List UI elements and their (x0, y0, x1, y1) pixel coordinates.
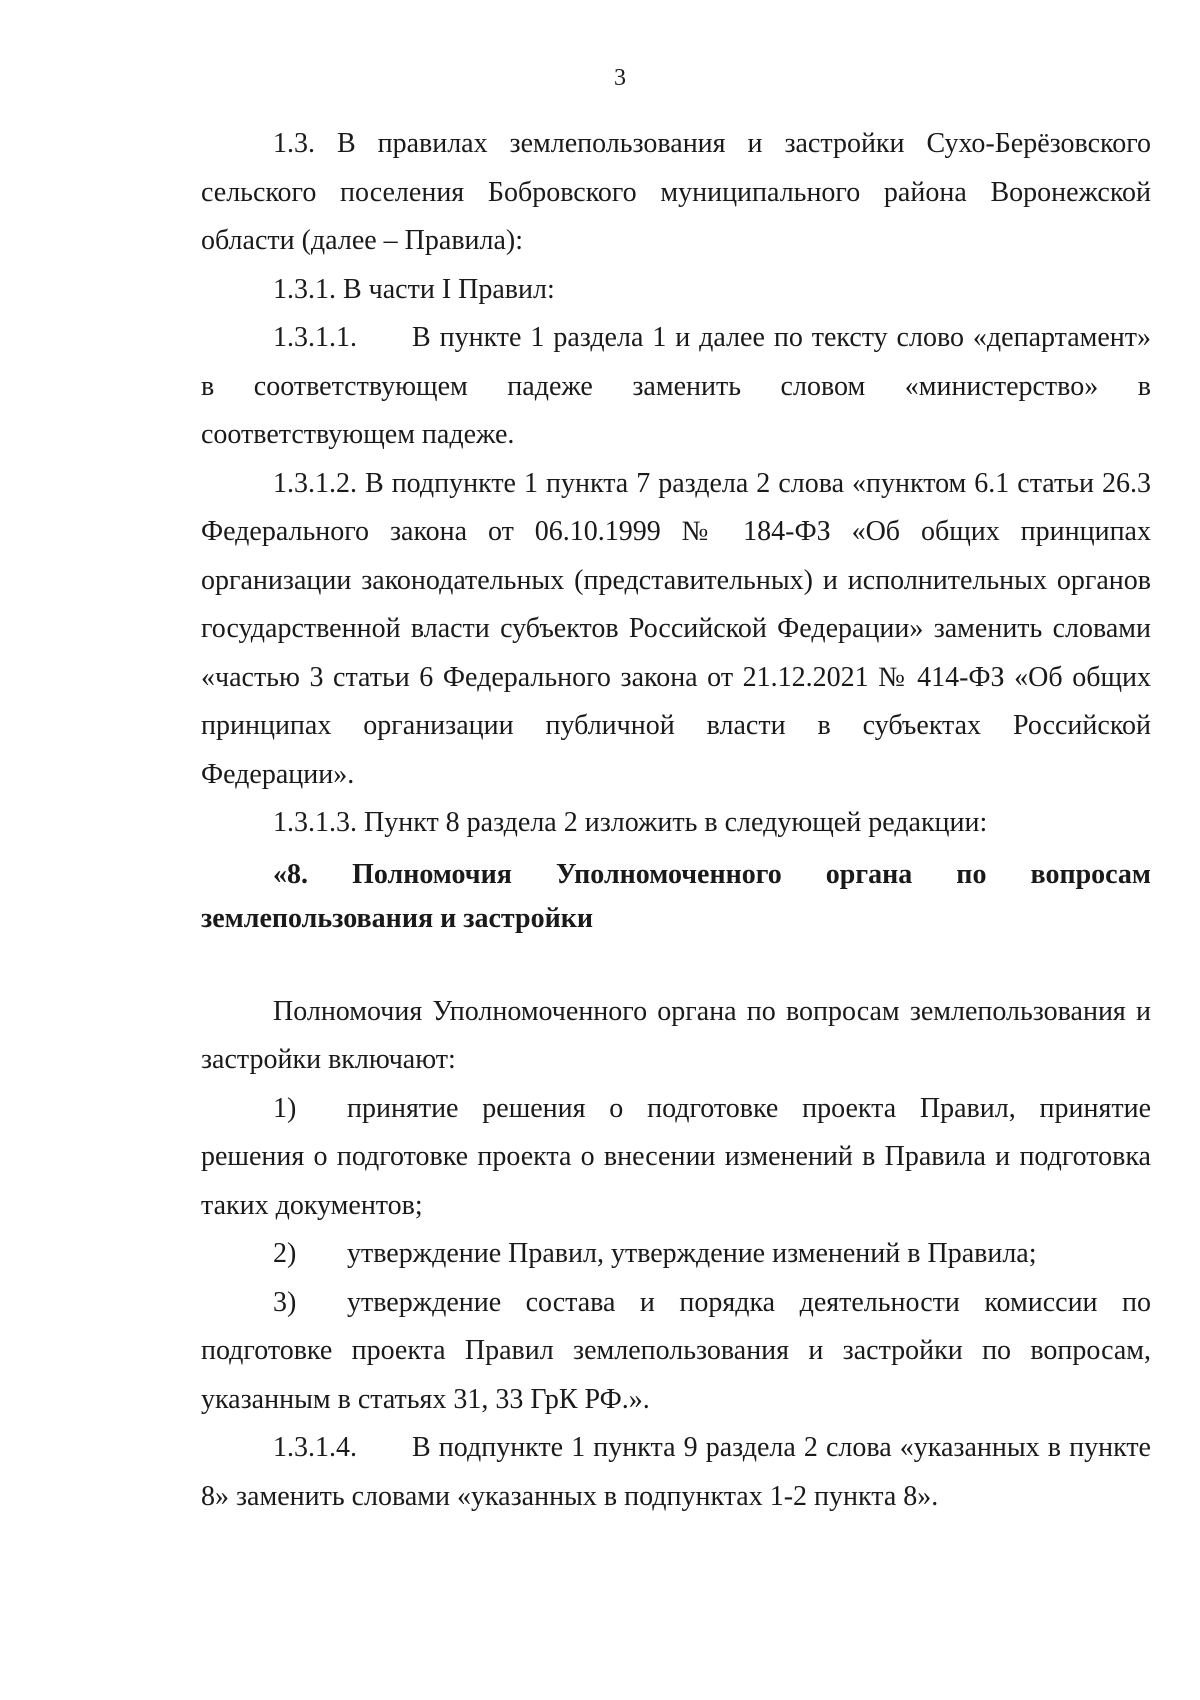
list-item-3 (201, 1279, 1151, 1425)
list-item-text: принятие решения о подготовке проекта Правил, принятие решения о подготовке проекта о внесении изменений в Правила и подготовка таких документов; (201, 1092, 1151, 1221)
paragraph-number: 1.3.1.4. (273, 1432, 357, 1463)
document-body (201, 120, 1151, 1521)
paragraph-1-3-1-2: 1.3.1.2. В подпункте 1 пункта 7 раздела 2 слова «пунктом 6.1 статьи 26.3 Федерального закона от 06.10.1999 № 184-ФЗ «Об общих принципах организации законодательных (представительных) и исполнительных органов государственной власти субъектов Российской Федерации» заменить словами «частью 3 статьи 6 Федерального закона от 21.12.2021 № 414-ФЗ «Об общих принципах организации публичной власти в субъектах Российской Федерации». (201, 467, 1151, 790)
list-item-number: 3) (273, 1286, 297, 1318)
spacer (201, 936, 1151, 988)
list-item-number: 1) (273, 1092, 297, 1124)
list-item-text: утверждение состава и порядка деятельности комиссии по подготовке проекта Правил землепользования и застройки по вопросам, указанным в статьях 31, 33 ГрК РФ.». (201, 1286, 1151, 1415)
list-item-2 (201, 1230, 1151, 1279)
page-number: 3 (614, 65, 626, 91)
list-item-number: 2) (273, 1238, 297, 1269)
paragraph-text: В пункте 1 раздела 1 и далее по тексту слово «департамент» в соответствующем падеже заменить словом «министерство» в соответствующем падеже. (201, 322, 1151, 450)
section-heading-line-1: «8. Полномочия Уполномоченного органа по вопросам (273, 858, 1151, 890)
paragraph-text: В подпункте 1 пункта 9 раздела 2 слова «указанных в пункте 8» заменить словами «указанных в подпунктах 1-2 пункта 8». (201, 1432, 1151, 1512)
paragraph-1-3-1-3: 1.3.1.3. Пункт 8 раздела 2 изложить в следующей редакции: (273, 807, 988, 838)
paragraph-1-3: 1.3. В правилах землепользования и застройки Сухо-Берёзовского сельского поселения Бобровского муниципального района Воронежской области (далее – Правила): (201, 128, 1151, 256)
paragraph-number: 1.3.1.1. (273, 322, 357, 353)
list-item-text: утверждение Правил, утверждение изменений в Правила; (347, 1238, 1037, 1269)
paragraph-1-3-1-1 (201, 314, 1151, 460)
section-heading-line-2: землепользования и застройки (201, 902, 593, 934)
list-item-1 (201, 1085, 1151, 1231)
paragraph-1-3-1: 1.3.1. В части I Правил: (273, 273, 555, 305)
powers-intro-paragraph: Полномочия Уполномоченного органа по вопросам землепользования и застройки включают: (201, 995, 1151, 1075)
paragraph-1-3-1-4 (201, 1424, 1151, 1521)
